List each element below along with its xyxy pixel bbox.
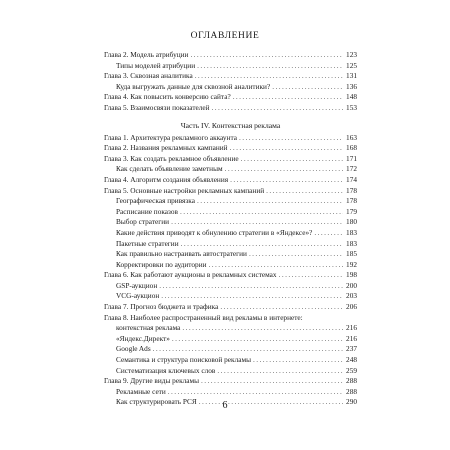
dot-leader	[225, 164, 343, 175]
toc-entry-title: Глава 6. Как работают аукционы в рекламных системах	[104, 270, 277, 280]
toc-entry-title: Глава 8. Наиболее распространенный вид рекламы в интернете:	[104, 312, 303, 322]
toc-entry	[104, 196, 357, 207]
toc-entry-page: 183	[346, 238, 357, 248]
toc-entry	[104, 270, 357, 281]
toc-entry-page: 171	[346, 153, 357, 163]
toc-entry	[104, 355, 357, 366]
toc-entry-title: Глава 2. Названия рекламных кампаний	[104, 143, 228, 153]
toc-entry-page: 178	[346, 196, 357, 206]
toc-entry	[104, 61, 357, 72]
dot-leader	[272, 82, 343, 93]
toc-entry-title: Какие действия приводят к обнулению стратегии в «Яндексе»?	[116, 227, 313, 237]
toc-entry-page: 163	[346, 132, 357, 142]
toc-entry	[104, 323, 357, 334]
toc-entry	[104, 344, 357, 355]
toc-entry-title: Как структурировать РСЯ	[116, 397, 197, 407]
toc-entry-page: 216	[346, 333, 357, 343]
toc-entry-page: 131	[346, 71, 357, 81]
toc-entry-page: 125	[346, 60, 357, 70]
dot-leader	[220, 302, 343, 313]
toc-entry-title: GSP-аукцион	[116, 280, 158, 290]
dot-leader	[233, 92, 343, 103]
toc-entry-title: Расписание показов	[116, 206, 178, 216]
toc-entry-page: 237	[346, 344, 357, 354]
toc-entry-page: 123	[346, 50, 357, 59]
toc-entry-page: 248	[346, 355, 357, 365]
toc-entry	[104, 366, 357, 377]
toc-entry	[104, 71, 357, 82]
toc-entry	[104, 50, 357, 61]
dot-leader	[201, 376, 343, 387]
toc-entry-title: VCG-аукцион	[116, 291, 160, 301]
toc-entry-page: 185	[346, 249, 357, 259]
toc-entry-page: 198	[346, 270, 357, 280]
toc-entry-page: 180	[346, 217, 357, 227]
dot-leader	[197, 196, 343, 207]
dot-leader	[153, 344, 343, 355]
dot-leader	[195, 71, 343, 82]
toc-entry-title: Глава 5. Взаимосвязи показателей	[104, 102, 210, 112]
toc-entry-title: Глава 4. Как повысить конверсию сайта?	[104, 92, 231, 102]
dot-leader	[161, 291, 343, 302]
dot-leader	[217, 366, 343, 377]
toc-section-1	[104, 50, 357, 114]
dot-leader	[182, 323, 343, 334]
dot-leader	[249, 249, 343, 260]
toc-entry-title: Выбор стратегии	[116, 217, 170, 227]
toc-entry-title: Как правильно настраивать автостратегии	[116, 249, 247, 259]
dot-leader	[181, 239, 343, 250]
toc-entry-title: Глава 9. Другие виды рекламы	[104, 376, 200, 386]
toc-entry-page: 288	[346, 386, 357, 396]
toc-entry-page: 179	[346, 206, 357, 216]
toc-entry	[104, 313, 357, 324]
toc-entry-title: Корректировки по аудитории	[116, 259, 207, 269]
toc-entry	[104, 92, 357, 103]
dot-leader	[230, 143, 343, 154]
toc-entry-title: Глава 3. Как создать рекламное объявление	[104, 153, 239, 163]
dot-leader	[209, 260, 344, 271]
toc-entry	[104, 387, 357, 398]
toc-entry-page: 153	[346, 102, 357, 112]
toc-entry-title: Глава 5. Основные настройки рекламных кампаний	[104, 185, 265, 195]
dot-leader	[168, 387, 343, 398]
toc-entry	[104, 217, 357, 228]
toc-entry-page: 203	[346, 291, 357, 301]
toc-entry-page: 259	[346, 365, 357, 375]
toc-entry-page: 148	[346, 92, 357, 102]
dot-leader	[266, 186, 343, 197]
toc-section-2	[104, 133, 357, 408]
toc-entry-title: Пакетные стратегии	[116, 238, 179, 248]
toc-entry-page: 168	[346, 143, 357, 153]
dot-leader	[239, 133, 343, 144]
toc-entry	[104, 103, 357, 114]
toc-entry-page: 290	[346, 397, 357, 407]
dot-leader	[197, 61, 343, 72]
dot-leader	[279, 270, 343, 281]
toc-entry-page: 288	[346, 376, 357, 386]
toc-entry	[104, 281, 357, 292]
toc-entry-title: Куда выгружать данные для сквозной аналитики?	[116, 81, 271, 91]
toc-entry-title: Глава 7. Прогноз бюджета и трафика	[104, 302, 219, 312]
toc-entry-title: Глава 3. Сквозная аналитика	[104, 71, 193, 81]
dot-leader	[190, 50, 343, 61]
toc-entry-page: 183	[346, 227, 357, 237]
toc-entry-title: Семантика и структура поисковой рекламы	[116, 355, 251, 365]
toc-entry-title: контекстная реклама	[116, 323, 181, 333]
toc-entry	[104, 164, 357, 175]
dot-leader	[230, 175, 343, 186]
toc-entry	[104, 207, 357, 218]
toc-entry-page: 172	[346, 164, 357, 174]
toc-entry-page: 216	[346, 323, 357, 333]
toc-entry	[104, 334, 357, 345]
page-number: 6	[222, 400, 228, 411]
dot-leader	[172, 334, 343, 345]
toc-entry-page: 192	[346, 259, 357, 269]
toc-entry-page: 178	[346, 185, 357, 195]
toc-entry	[104, 260, 357, 271]
toc-entry-page: 200	[346, 280, 357, 290]
toc-entry-title: Глава 1. Архитектура рекламного аккаунта	[104, 132, 237, 142]
toc-entry	[104, 143, 357, 154]
toc-entry	[104, 376, 357, 387]
toc-entry-title: Географическая привязка	[116, 196, 195, 206]
toc-entry-title: «Яндекс.Директ»	[116, 333, 170, 343]
dot-leader	[241, 154, 343, 165]
part-title: Часть IV. Контекстная реклама	[180, 120, 281, 130]
toc-entry	[104, 133, 357, 144]
toc-entry-title: Типы моделей атрибуции	[116, 60, 196, 70]
page-title: ОГЛАВЛЕНИЕ	[190, 31, 260, 41]
dot-leader	[253, 355, 343, 366]
dot-leader	[159, 281, 343, 292]
toc-entry	[104, 82, 357, 93]
toc-entry	[104, 302, 357, 313]
dot-leader	[212, 103, 343, 114]
toc-entry-page: 206	[346, 302, 357, 312]
toc-entry	[104, 291, 357, 302]
toc-entry-page: 136	[346, 81, 357, 91]
toc-entry-title: Систематизация ключевых слов	[116, 365, 216, 375]
table-of-contents	[104, 50, 357, 408]
toc-entry	[104, 175, 357, 186]
toc-entry-title: Глава 4. Алгоритм создания объявления	[104, 174, 229, 184]
toc-entry	[104, 228, 357, 239]
toc-entry-title: Как сделать объявление заметным	[116, 164, 223, 174]
dot-leader	[180, 207, 343, 218]
toc-entry	[104, 154, 357, 165]
dot-leader	[171, 217, 343, 228]
toc-entry-title: Google Ads	[116, 344, 151, 354]
dot-leader	[314, 228, 343, 239]
toc-entry	[104, 239, 357, 250]
toc-entry-page: 174	[346, 174, 357, 184]
toc-entry-title: Рекламные сети	[116, 386, 166, 396]
toc-entry-title: Глава 2. Модель атрибуции	[104, 50, 189, 59]
toc-entry	[104, 249, 357, 260]
toc-entry	[104, 186, 357, 197]
